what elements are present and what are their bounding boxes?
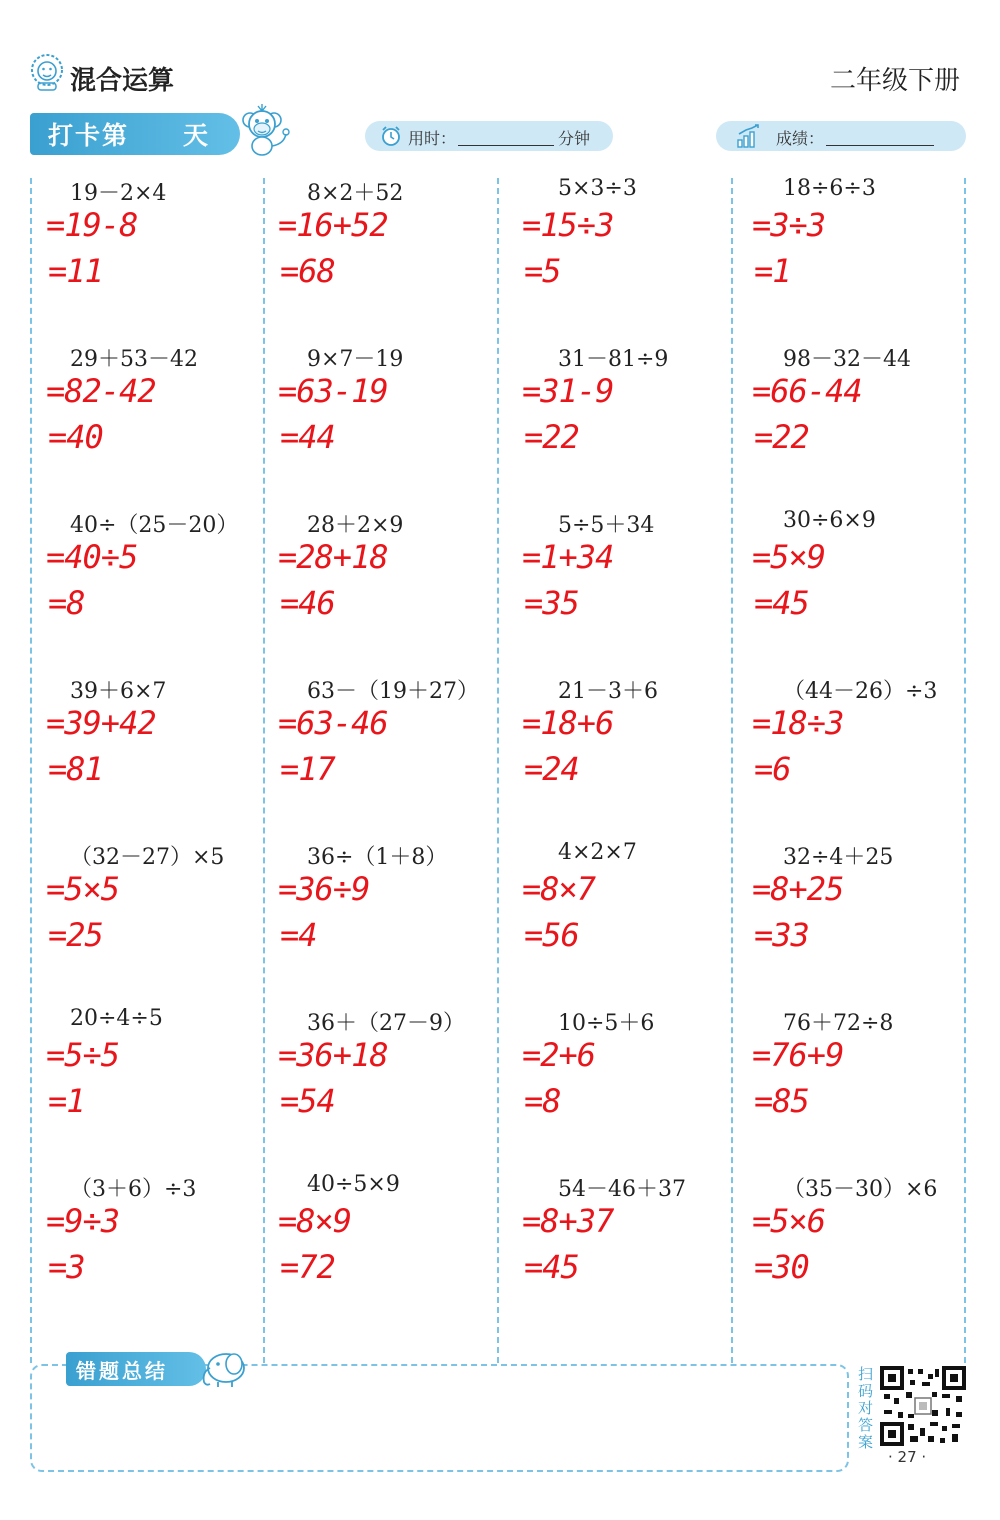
answer-step-1: =5×6 — [752, 1202, 826, 1240]
problem-expression: 29＋53－42 — [70, 347, 198, 372]
answer-step-2: =45 — [524, 1248, 579, 1286]
mistake-summary-label: 错题总结 — [76, 1359, 168, 1383]
answer-step-1: =9÷3 — [46, 1202, 120, 1240]
answer-step-2: =35 — [524, 584, 579, 622]
problem-expression: （35－30）×6 — [783, 1177, 938, 1202]
answer-step-1: =36+18 — [278, 1036, 388, 1074]
problem-expression: 98－32－44 — [783, 347, 911, 372]
answer-step-1: =1+34 — [522, 538, 614, 576]
problem-expression: 63－（19＋27） — [307, 679, 479, 704]
problem-expression: 8×2＋52 — [307, 181, 404, 206]
answer-step-1: =36÷9 — [278, 870, 370, 908]
answer-step-2: =25 — [48, 916, 103, 954]
answer-step-2: =8 — [48, 584, 85, 622]
answer-step-2: =17 — [280, 750, 335, 788]
problem-expression: （3＋6）÷3 — [70, 1177, 197, 1202]
answer-step-2: =1 — [754, 252, 791, 290]
answer-step-1: =19-8 — [46, 206, 138, 244]
answer-step-2: =46 — [280, 584, 335, 622]
answer-step-1: =66-44 — [752, 372, 862, 410]
problem-expression: 40÷5×9 — [307, 1172, 400, 1197]
problem-expression: 39＋6×7 — [70, 679, 167, 704]
answer-step-1: =8+37 — [522, 1202, 614, 1240]
problem-expression: 20÷4÷5 — [70, 1006, 163, 1031]
problem-expression: 36÷（1＋8） — [307, 845, 448, 870]
answer-step-2: =85 — [754, 1082, 809, 1120]
answer-step-1: =16+52 — [278, 206, 388, 244]
answer-step-1: =8×7 — [522, 870, 596, 908]
answer-step-2: =5 — [524, 252, 561, 290]
score-input-line[interactable] — [826, 145, 934, 146]
answer-step-1: =76+9 — [752, 1036, 844, 1074]
problem-expression: 9×7－19 — [307, 347, 404, 372]
answer-step-1: =28+18 — [278, 538, 388, 576]
problem-expression: 28＋2×9 — [307, 513, 404, 538]
answer-step-2: =56 — [524, 916, 579, 954]
column-divider — [30, 178, 32, 1363]
page-number: · 27 · — [888, 1448, 927, 1466]
answer-step-2: =44 — [280, 418, 335, 456]
column-divider — [964, 178, 966, 1363]
lion-logo-icon — [30, 52, 64, 92]
answer-step-2: =30 — [754, 1248, 809, 1286]
checkin-day-suffix: 天 — [183, 121, 209, 150]
answer-step-2: =3 — [48, 1248, 85, 1286]
answer-step-1: =40÷5 — [46, 538, 138, 576]
time-label: 用时： — [408, 129, 457, 148]
answer-step-2: =24 — [524, 750, 579, 788]
answer-step-1: =39+42 — [46, 704, 156, 742]
checkin-label: 打卡第 — [48, 121, 130, 150]
answer-step-1: =18+6 — [522, 704, 614, 742]
answer-step-2: =4 — [280, 916, 317, 954]
column-divider — [497, 178, 499, 1363]
answer-step-2: =40 — [48, 418, 103, 456]
answer-step-1: =15÷3 — [522, 206, 614, 244]
problem-expression: 36＋（27－9） — [307, 1011, 465, 1036]
answer-step-1: =5×5 — [46, 870, 120, 908]
problem-expression: 54－46＋37 — [558, 1177, 686, 1202]
problem-expression: 21－3＋6 — [558, 679, 658, 704]
answer-step-1: =3÷3 — [752, 206, 826, 244]
time-input-line[interactable] — [458, 145, 554, 146]
elephant-icon — [198, 1346, 252, 1388]
problem-expression: 32÷4＋25 — [783, 845, 894, 870]
time-unit: 分钟 — [558, 129, 591, 148]
bar-chart-icon — [736, 124, 762, 148]
answer-step-2: =22 — [524, 418, 579, 456]
answer-step-2: =11 — [48, 252, 103, 290]
problem-expression: 5×3÷3 — [558, 176, 637, 201]
answer-step-2: =81 — [48, 750, 103, 788]
answer-step-2: =68 — [280, 252, 335, 290]
answer-step-2: =1 — [48, 1082, 85, 1120]
problem-expression: 10÷5＋6 — [558, 1011, 655, 1036]
problem-expression: 40÷（25－20） — [70, 513, 239, 538]
problem-expression: 18÷6÷3 — [783, 176, 876, 201]
grade-label: 二年级下册 — [829, 66, 960, 96]
problem-expression: 30÷6×9 — [783, 508, 876, 533]
answer-step-1: =2+6 — [522, 1036, 596, 1074]
answer-step-2: =6 — [754, 750, 791, 788]
answer-step-1: =8+25 — [752, 870, 844, 908]
answer-step-1: =18÷3 — [752, 704, 844, 742]
monkey-icon — [232, 100, 292, 160]
answer-step-1: =5÷5 — [46, 1036, 120, 1074]
problem-expression: 31－81÷9 — [558, 347, 669, 372]
problem-expression: 5÷5＋34 — [558, 513, 655, 538]
answer-step-2: =8 — [524, 1082, 561, 1120]
alarm-clock-icon — [380, 125, 402, 147]
answer-step-1: =63-19 — [278, 372, 388, 410]
problem-expression: 19－2×4 — [70, 181, 167, 206]
answer-step-2: =72 — [280, 1248, 335, 1286]
problem-expression: 76＋72÷8 — [783, 1011, 894, 1036]
column-divider — [731, 178, 733, 1363]
answer-step-2: =22 — [754, 418, 809, 456]
answer-step-1: =63-46 — [278, 704, 388, 742]
answer-step-1: =82-42 — [46, 372, 156, 410]
scan-qr-label: 扫码对答案 — [858, 1365, 874, 1451]
answer-step-1: =5×9 — [752, 538, 826, 576]
score-label: 成绩： — [776, 129, 825, 148]
qr-code-icon[interactable] — [880, 1366, 966, 1446]
answer-step-2: =45 — [754, 584, 809, 622]
answer-step-2: =33 — [754, 916, 809, 954]
answer-step-1: =31-9 — [522, 372, 614, 410]
problem-expression: 4×2×7 — [558, 840, 637, 865]
answer-step-2: =54 — [280, 1082, 335, 1120]
book-title: 混合运算 — [70, 66, 175, 96]
column-divider — [263, 178, 265, 1363]
problem-expression: （32－27）×5 — [70, 845, 225, 870]
answer-step-1: =8×9 — [278, 1202, 352, 1240]
problem-expression: （44－26）÷3 — [783, 679, 938, 704]
